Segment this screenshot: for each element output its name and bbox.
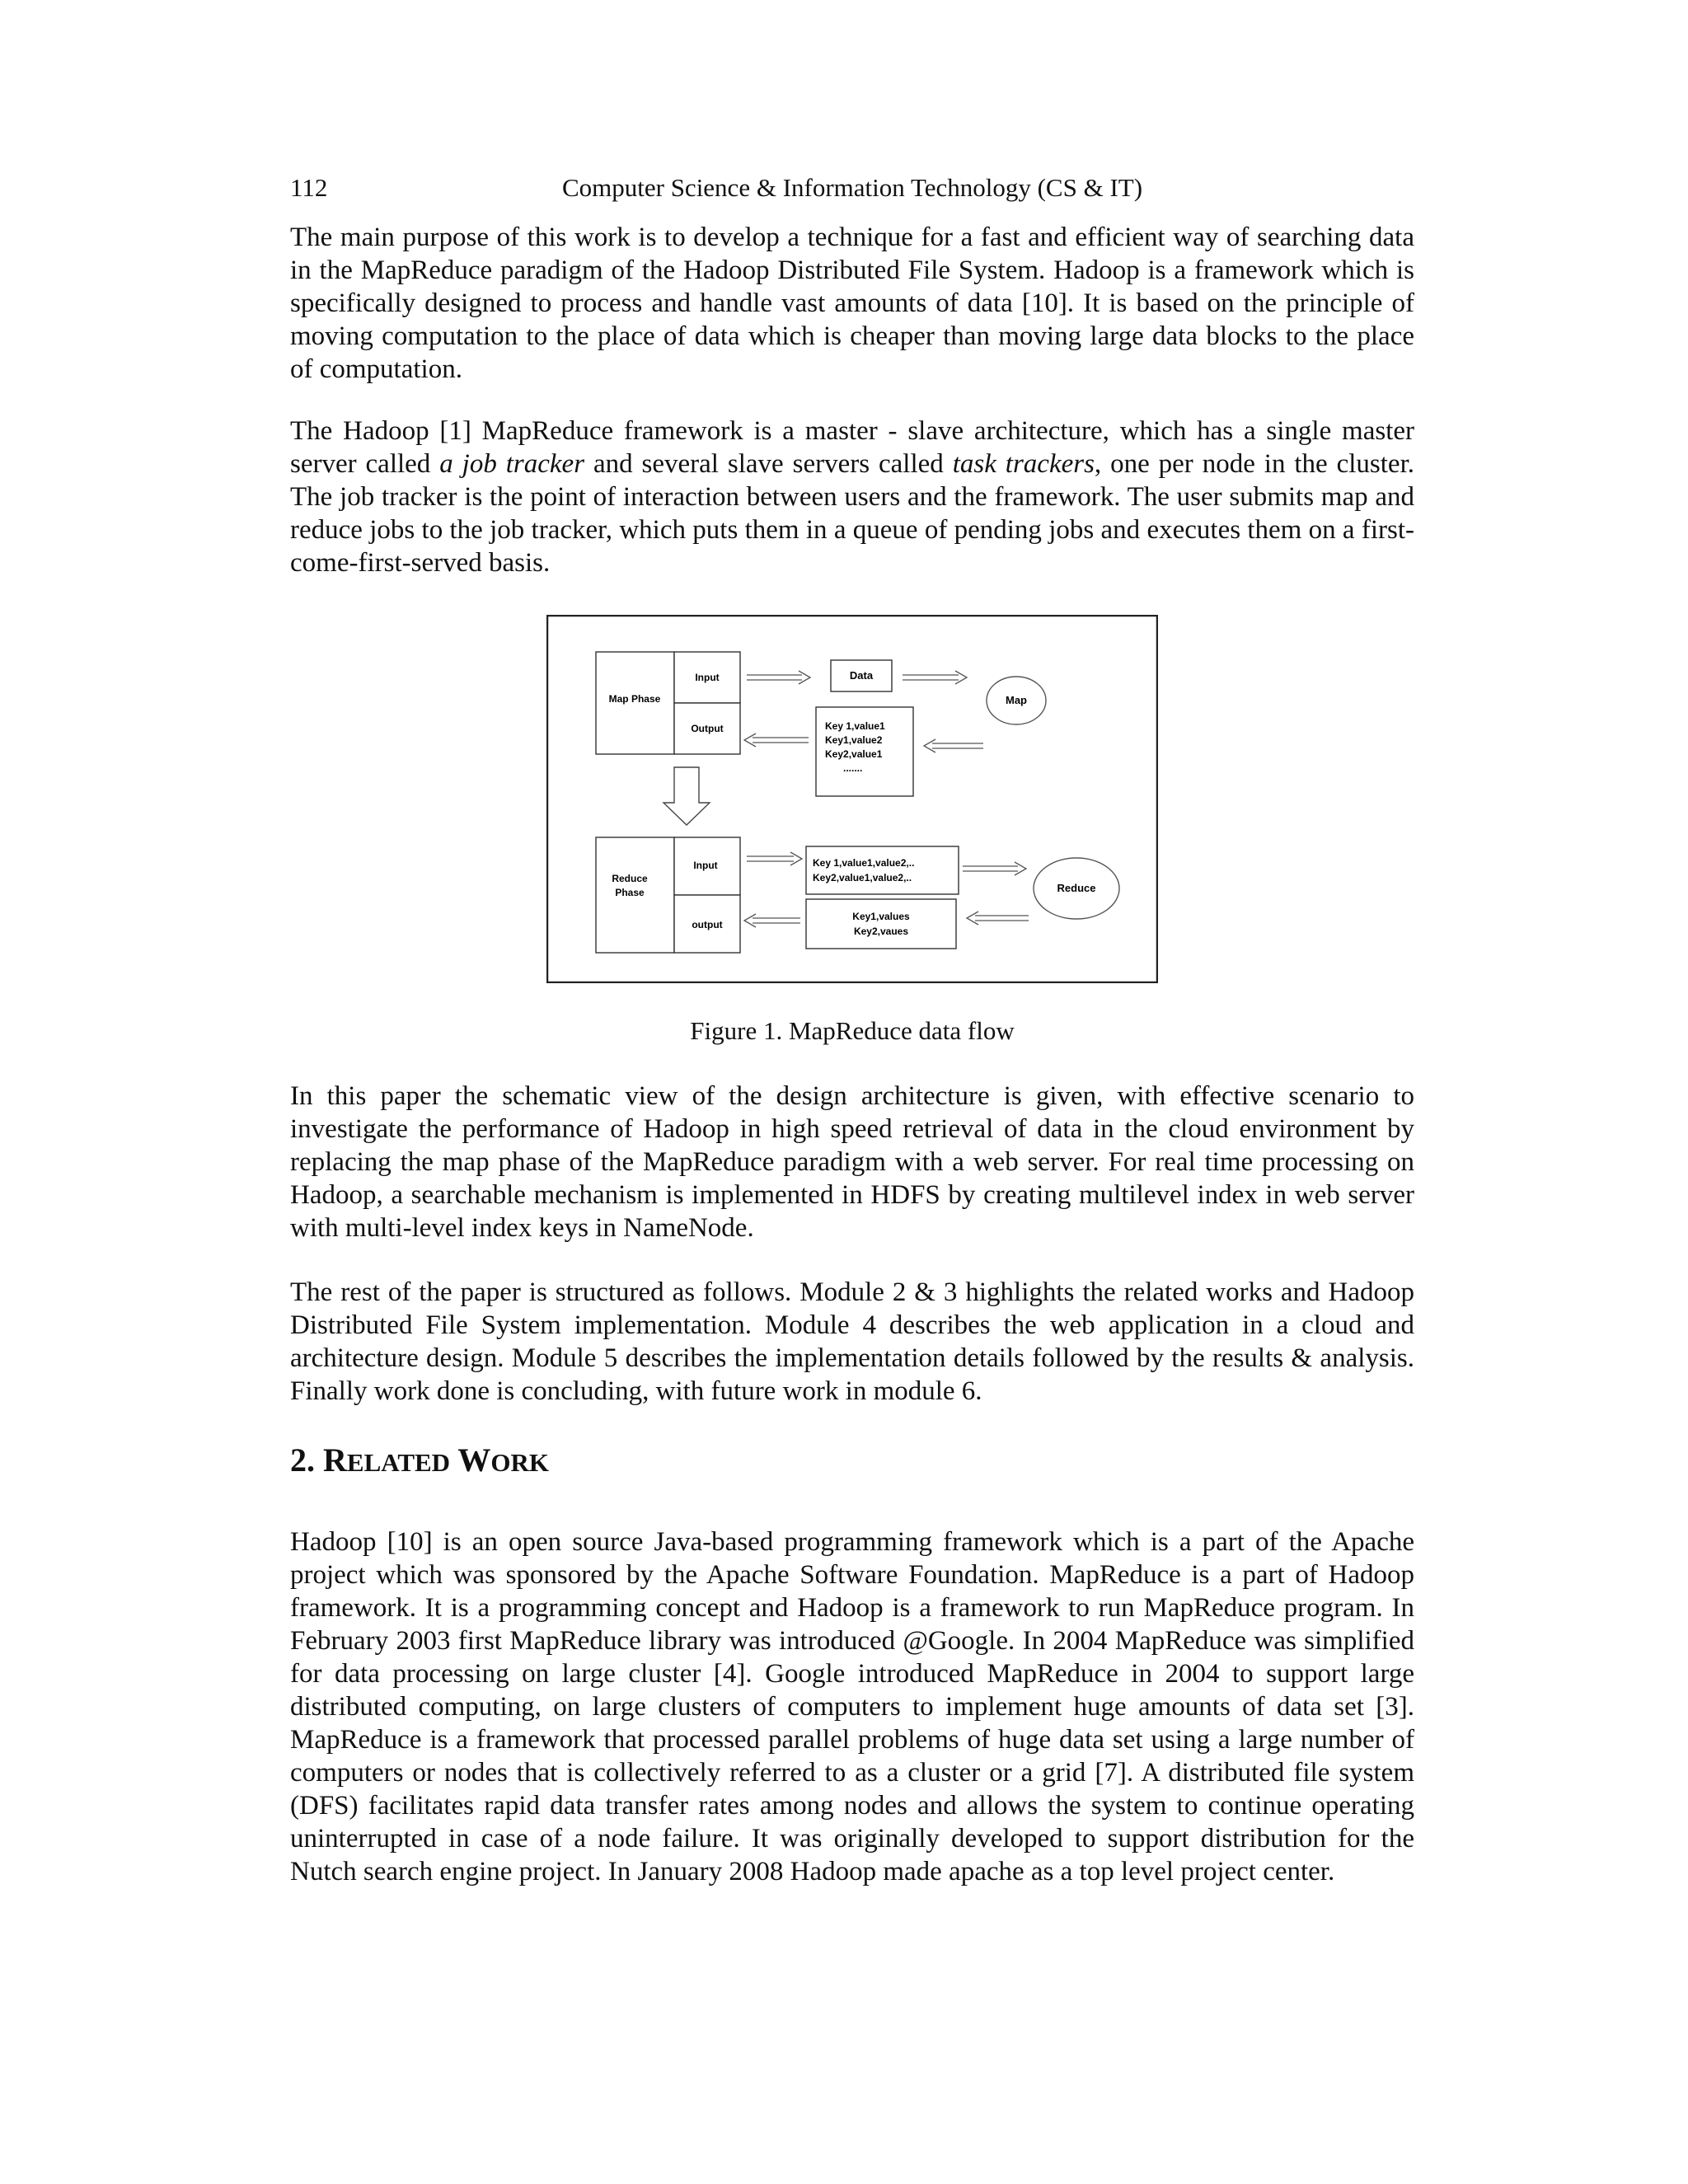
map-circle-label: Map	[1006, 694, 1027, 706]
paragraph-framework-text-a: The Hadoop [1] MapReduce framework is a master - slave architecture, which has a single master server called	[290, 416, 1414, 479]
paragraph-related-work: Hadoop [10] is an open source Java-based programming framework which is a part of the Apache project which was sponsored by the Apache Software Foundation. MapReduce is a part of Hadoop framework. It is a programming concept and Hadoop is a framework to run MapReduce program. In February 2003 first MapReduce library was introduced @Google. In 2004 MapReduce was simplified for data processing on large cluster [4]. Google introduced MapReduce in 2004 to support large distributed computing, on large clusters of computers to implement huge amounts of data set [3]. MapReduce is a framework that processed parallel problems of huge data set using a large number of computers or nodes that is collectively referred to as a cluster or a grid [7]. A distributed file system (DFS) facilitates rapid data transfer rates among nodes and allows the system to continue operating uninterrupted in case of a node failure. It was originally developed to support distribution for the Nutch search engine project. In January 2008 Hadoop made apache as a top level project center.	[290, 1527, 1414, 1886]
paragraph-framework-text-c: , one per node in the cluster. The job tracker is the point of interaction between users and the framework. The user submits map and reduce jobs to the job tracker, which puts them in a queue of pending jobs and executes them on a first-come-first-served basis.	[290, 449, 1414, 578]
running-header	[290, 173, 1414, 209]
reduce-out-2: Key2,vaues	[853, 926, 909, 937]
term-task-trackers: task trackers	[952, 449, 1095, 479]
section-number: 2.	[290, 1441, 315, 1479]
reduce-kv-2: Key2,value1,value2,..	[813, 872, 912, 883]
reduce-input-label: Input	[693, 860, 718, 871]
section-word2-initial: W	[457, 1441, 491, 1479]
map-output-label: Output	[691, 723, 724, 734]
figure-caption: Figure 1. MapReduce data flow	[690, 1016, 1015, 1045]
section-word2-rest: ORK	[490, 1448, 549, 1477]
map-kv-2: Key1,value2	[825, 734, 883, 746]
reduce-out-1: Key1,values	[852, 911, 910, 922]
reduce-kv-1: Key 1,value1,value2,..	[813, 857, 915, 869]
paragraph-schematic: In this paper the schematic view of the design architecture is given, with effective scenario to investigate the performance of Hadoop in high speed retrieval of data in the cloud environment by replacing the map phase of the MapReduce paradigm with a web server. For real time processing on Hadoop, a searchable mechanism is implemented in HDFS by creating multilevel index in web server with multi-level index keys in NameNode.	[290, 1081, 1414, 1243]
paragraph-framework	[290, 415, 1414, 579]
reduce-phase-label-2: Phase	[615, 887, 645, 898]
map-phase-label: Map Phase	[608, 693, 661, 705]
mapreduce-figure	[546, 615, 1158, 983]
map-input-label: Input	[695, 672, 720, 683]
reduce-kv-box	[806, 846, 959, 894]
reduce-output-label: output	[692, 919, 723, 930]
data-label: Data	[849, 669, 874, 682]
section-word1-initial: R	[323, 1441, 347, 1479]
journal-title: Computer Science & Information Technology (CS & IT)	[561, 173, 1143, 202]
section-word1-rest: ELATED	[346, 1448, 451, 1477]
page-number: 112	[290, 173, 328, 202]
map-kv-3: Key2,value1	[825, 748, 883, 760]
section-heading	[290, 1441, 549, 1479]
reduce-out-box	[806, 899, 956, 949]
paragraph-framework-text-b: and several slave servers called	[584, 449, 953, 479]
paragraph-purpose: The main purpose of this work is to develop a technique for a fast and efficient way of searching data in the MapReduce paradigm of the Hadoop Distributed File System. Hadoop is a framework which is specifically designed to process and handle vast amounts of data [10]. It is based on the principle of moving computation to the place of data which is cheaper than moving large data blocks to the place of computation.	[290, 223, 1414, 384]
reduce-phase-label-1: Reduce	[612, 873, 648, 884]
term-job-tracker: a job tracker	[439, 449, 585, 479]
paragraph-structure: The rest of the paper is structured as follows. Module 2 & 3 highlights the related works and Hadoop Distributed File System implementation. Module 4 describes the web application in a cloud and architecture design. Module 5 describes the implementation details followed by the results & analysis. Finally work done is concluding, with future work in module 6.	[290, 1277, 1414, 1406]
map-kv-1: Key 1,value1	[825, 720, 885, 732]
map-kv-more: .......	[843, 762, 863, 774]
reduce-circle-label: Reduce	[1057, 882, 1096, 894]
